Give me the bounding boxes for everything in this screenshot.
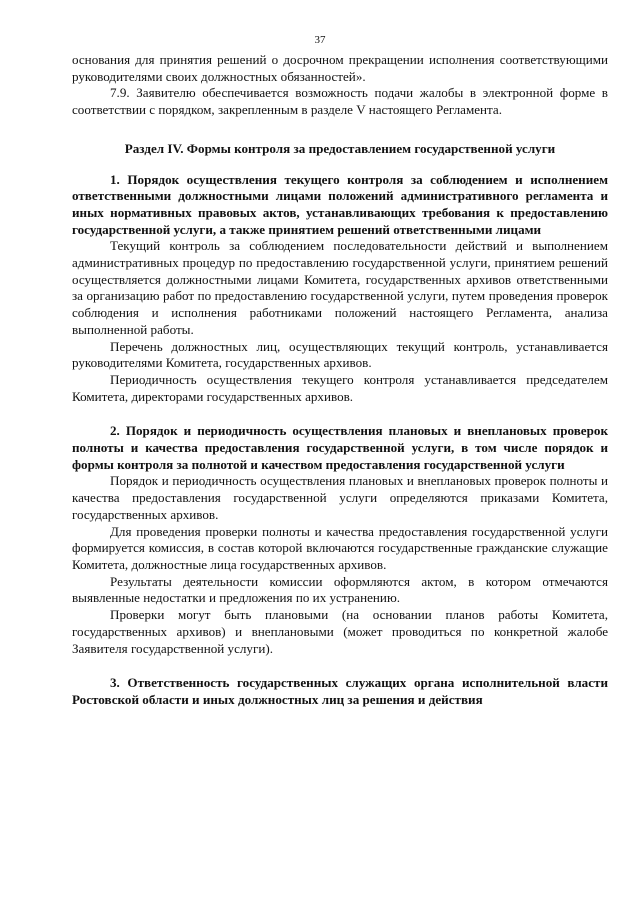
paragraph-current-control: Текущий контроль за соблюдением последовательности действий и выполнением административных процедур по предоставлению государственной услуги, принятием решений осуществляется должностными лицами Комитета, государственных архивов ответственными за организацию работ по предоставлению государственной услуги, путем проведения проверок соблюдения и исполнения работниками положений настоящего Регламента, анализа выполненной работы. <box>72 238 608 337</box>
page-content <box>72 52 608 709</box>
section-heading: Раздел IV. Формы контроля за предоставлением государственной услуги <box>124 140 556 156</box>
subsection-heading-1: 1. Порядок осуществления текущего контроля за соблюдением и исполнением ответственными должностными лицами положений административного регламента и иных нормативных правовых актов, устанавливающих требования к предоставлению государственной услуги, а также принятием решений ответственными лицами <box>72 171 608 237</box>
paragraph-officials-list: Перечень должностных лиц, осуществляющих текущий контроль, устанавливается руководителями Комитета, государственных архивов. <box>72 338 608 371</box>
paragraph-continuation: основания для принятия решений о досрочном прекращении исполнения соответствующими руководителями своих должностных обязанностей». <box>72 52 608 84</box>
paragraph-periodicity: Периодичность осуществления текущего контроля устанавливается председателем Комитета, директорами государственных архивов. <box>72 371 608 404</box>
paragraph-results: Результаты деятельности комиссии оформляются актом, в котором отмечаются выявленные недостатки и предложения по их устранению. <box>72 573 608 606</box>
paragraph-inspection-types: Проверки могут быть плановыми (на основании планов работы Комитета, государственных архивов) и внеплановыми (может проводиться по конкретной жалобе Заявителя государственной услуги). <box>72 607 608 656</box>
paragraph-commission: Для проведения проверки полноты и качества предоставления государственной услуги формируется комиссия, в состав которой включаются государственные гражданские служащие Комитета, должностные лица государственных архивов. <box>72 523 608 572</box>
subsection-heading-2: 2. Порядок и периодичность осуществления плановых и внеплановых проверок полноты и качества предоставления государственной услуги, в том числе порядок и формы контроля за полнотой и качеством предоставления государственной услуги <box>72 423 608 472</box>
paragraph-inspection-order: Порядок и периодичность осуществления плановых и внеплановых проверок полноты и качества предоставления государственной услуги определяются приказами Комитета, государственных архивов. <box>72 473 608 522</box>
subsection-heading-3: 3. Ответственность государственных служащих органа исполнительной власти Ростовской области и иных должностных лиц за решения и действия <box>72 675 608 707</box>
paragraph-7-9: 7.9. Заявителю обеспечивается возможность подачи жалобы в электронной форме в соответствии с порядком, закрепленным в разделе V настоящего Регламента. <box>72 85 608 118</box>
page-number: 37 <box>314 34 326 46</box>
